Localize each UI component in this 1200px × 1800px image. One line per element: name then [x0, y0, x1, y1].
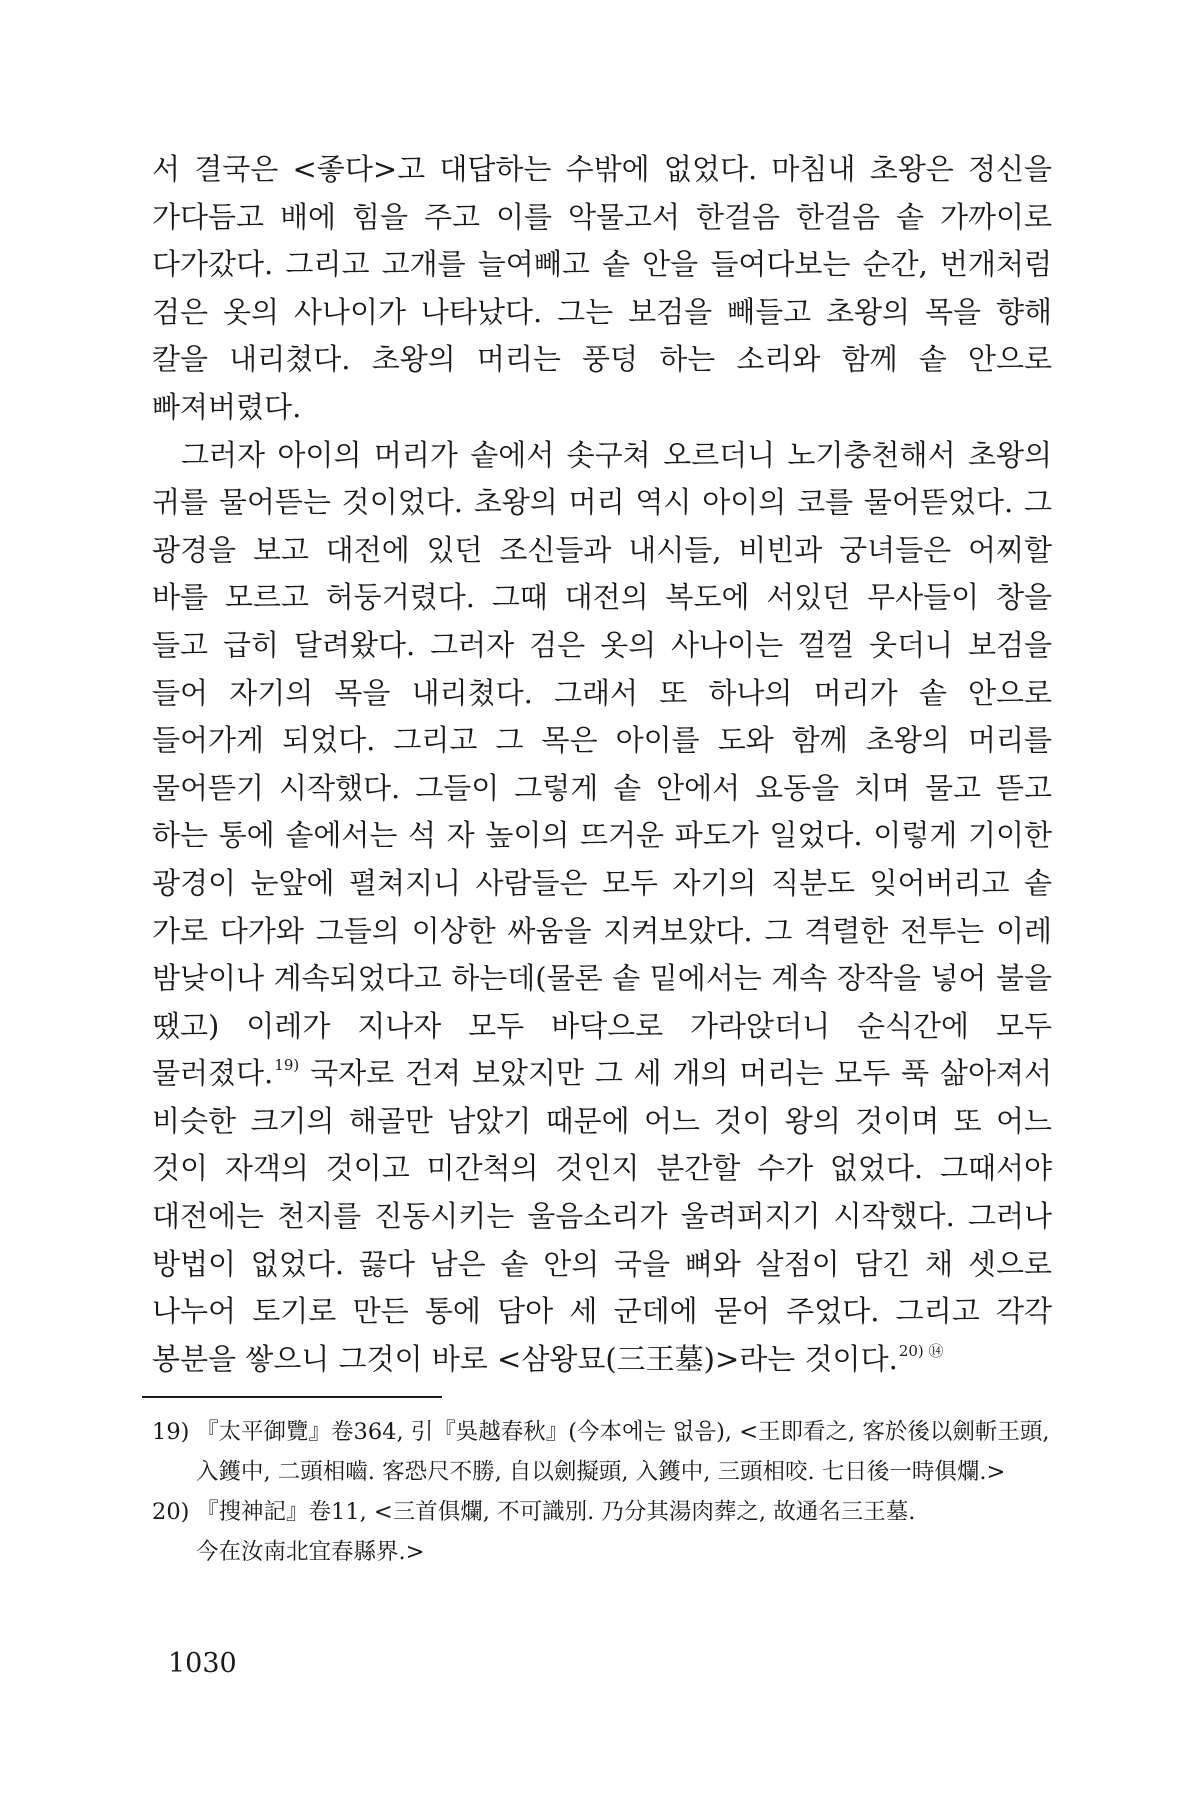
footnote-text: 『搜神記』卷11, <三首俱爛, 不可識別. 乃分其湯肉葬之, 故通名三王墓. 今在汝南北宜春縣界.> — [196, 1499, 916, 1565]
footnote — [152, 1492, 1054, 1572]
footnote-number: 20) — [152, 1499, 190, 1525]
footnote-text: 『太平御覽』卷364, 引『吳越春秋』(今本에는 없음), <王即看之, 客於後以劍斬王頭, 入鑊中, 二頭相嚙. 客恐尺不勝, 自以劍擬頭, 入鑊中, 三頭相咬. 七日後一時俱爛.> — [196, 1419, 1050, 1485]
footnote-number: 19) — [152, 1419, 190, 1445]
footnote-reference: 19) — [274, 1056, 300, 1075]
footnote-reference: 20) ⑭ — [898, 1341, 944, 1360]
footnote — [152, 1412, 1054, 1492]
paragraph — [152, 146, 1052, 432]
page-number: 1030 — [168, 1648, 237, 1679]
main-text — [152, 146, 1052, 1383]
paragraph-text: 그러자 아이의 머리가 솥에서 솟구쳐 오르더니 노기충천해서 초왕의 귀를 물어뜯는 것이었다. 초왕의 머리 역시 아이의 코를 물어뜯었다. 그 광경을 보고 대전에 있던 조신들과 내시들, 비빈과 궁녀들은 어찌할 바를 모르고 허둥거렸다. 그때 대전의 복도에 서있던 무사들이 창을 들고 급히 달려왔다. 그러자 검은 옷의 사나이는 껄껄 웃더니 보검을 들어 자기의 목을 내리쳤다. 그래서 또 하나의 머리가 솥 안으로 들어가게 되었다. 그리고 그 목은 아이를 도와 함께 초왕의 머리를 물어뜯기 시작했다. 그들이 그렇게 솥 안에서 요동을 치며 물고 뜯고 하는 통에 솥에서는 석 자 높이의 뜨거운 파도가 일었다. 이렇게 기이한 광경이 눈앞에 펼쳐지니 사람들은 모두 자기의 직분도 잊어버리고 솥 가로 다가와 그들의 이상한 싸움을 지켜보았다. 그 격렬한 전투는 이레 밤낮이나 계속되었다고 하는데(물론 솥 밑에서는 계속 장작을 넣어 불을 땠고) 이레가 지나자 모두 바닥으로 가라앉더니 순식간에 모두 물러졌다. — [152, 437, 1052, 1091]
paragraph — [152, 432, 1052, 1384]
footnote-divider — [142, 1396, 442, 1398]
paragraph-text: 국자로 건져 보았지만 그 세 개의 머리는 모두 푹 삶아져서 비슷한 크기의 해골만 남았기 때문에 어느 것이 왕의 것이며 또 어느 것이 자객의 것이고 미간척의 것인지 분간할 수가 없었다. 그때서야 대전에는 천지를 진동시키는 울음소리가 울려퍼지기 시작했다. 그러나 방법이 없었다. 끓다 남은 솥 안의 국을 뼈와 살점이 담긴 채 셋으로 나누어 토기로 만든 통에 담아 세 군데에 묻어 주었다. 그리고 각각 봉분을 쌓으니 그것이 바로 <삼왕묘(三王墓)>라는 것이다. — [152, 1056, 1052, 1376]
footnotes — [152, 1412, 1054, 1572]
paragraph-text: 서 결국은 <좋다>고 대답하는 수밖에 없었다. 마침내 초왕은 정신을 가다듬고 배에 힘을 주고 이를 악물고서 한걸음 한걸음 솥 가까이로 다가갔다. 그리고 고개를 늘여빼고 솥 안을 들여다보는 순간, 번개처럼 검은 옷의 사나이가 나타났다. 그는 보검을 빼들고 초왕의 목을 향해 칼을 내리쳤다. 초왕의 머리는 풍덩 하는 소리와 함께 솥 안으로 빠져버렸다. — [152, 152, 1052, 424]
